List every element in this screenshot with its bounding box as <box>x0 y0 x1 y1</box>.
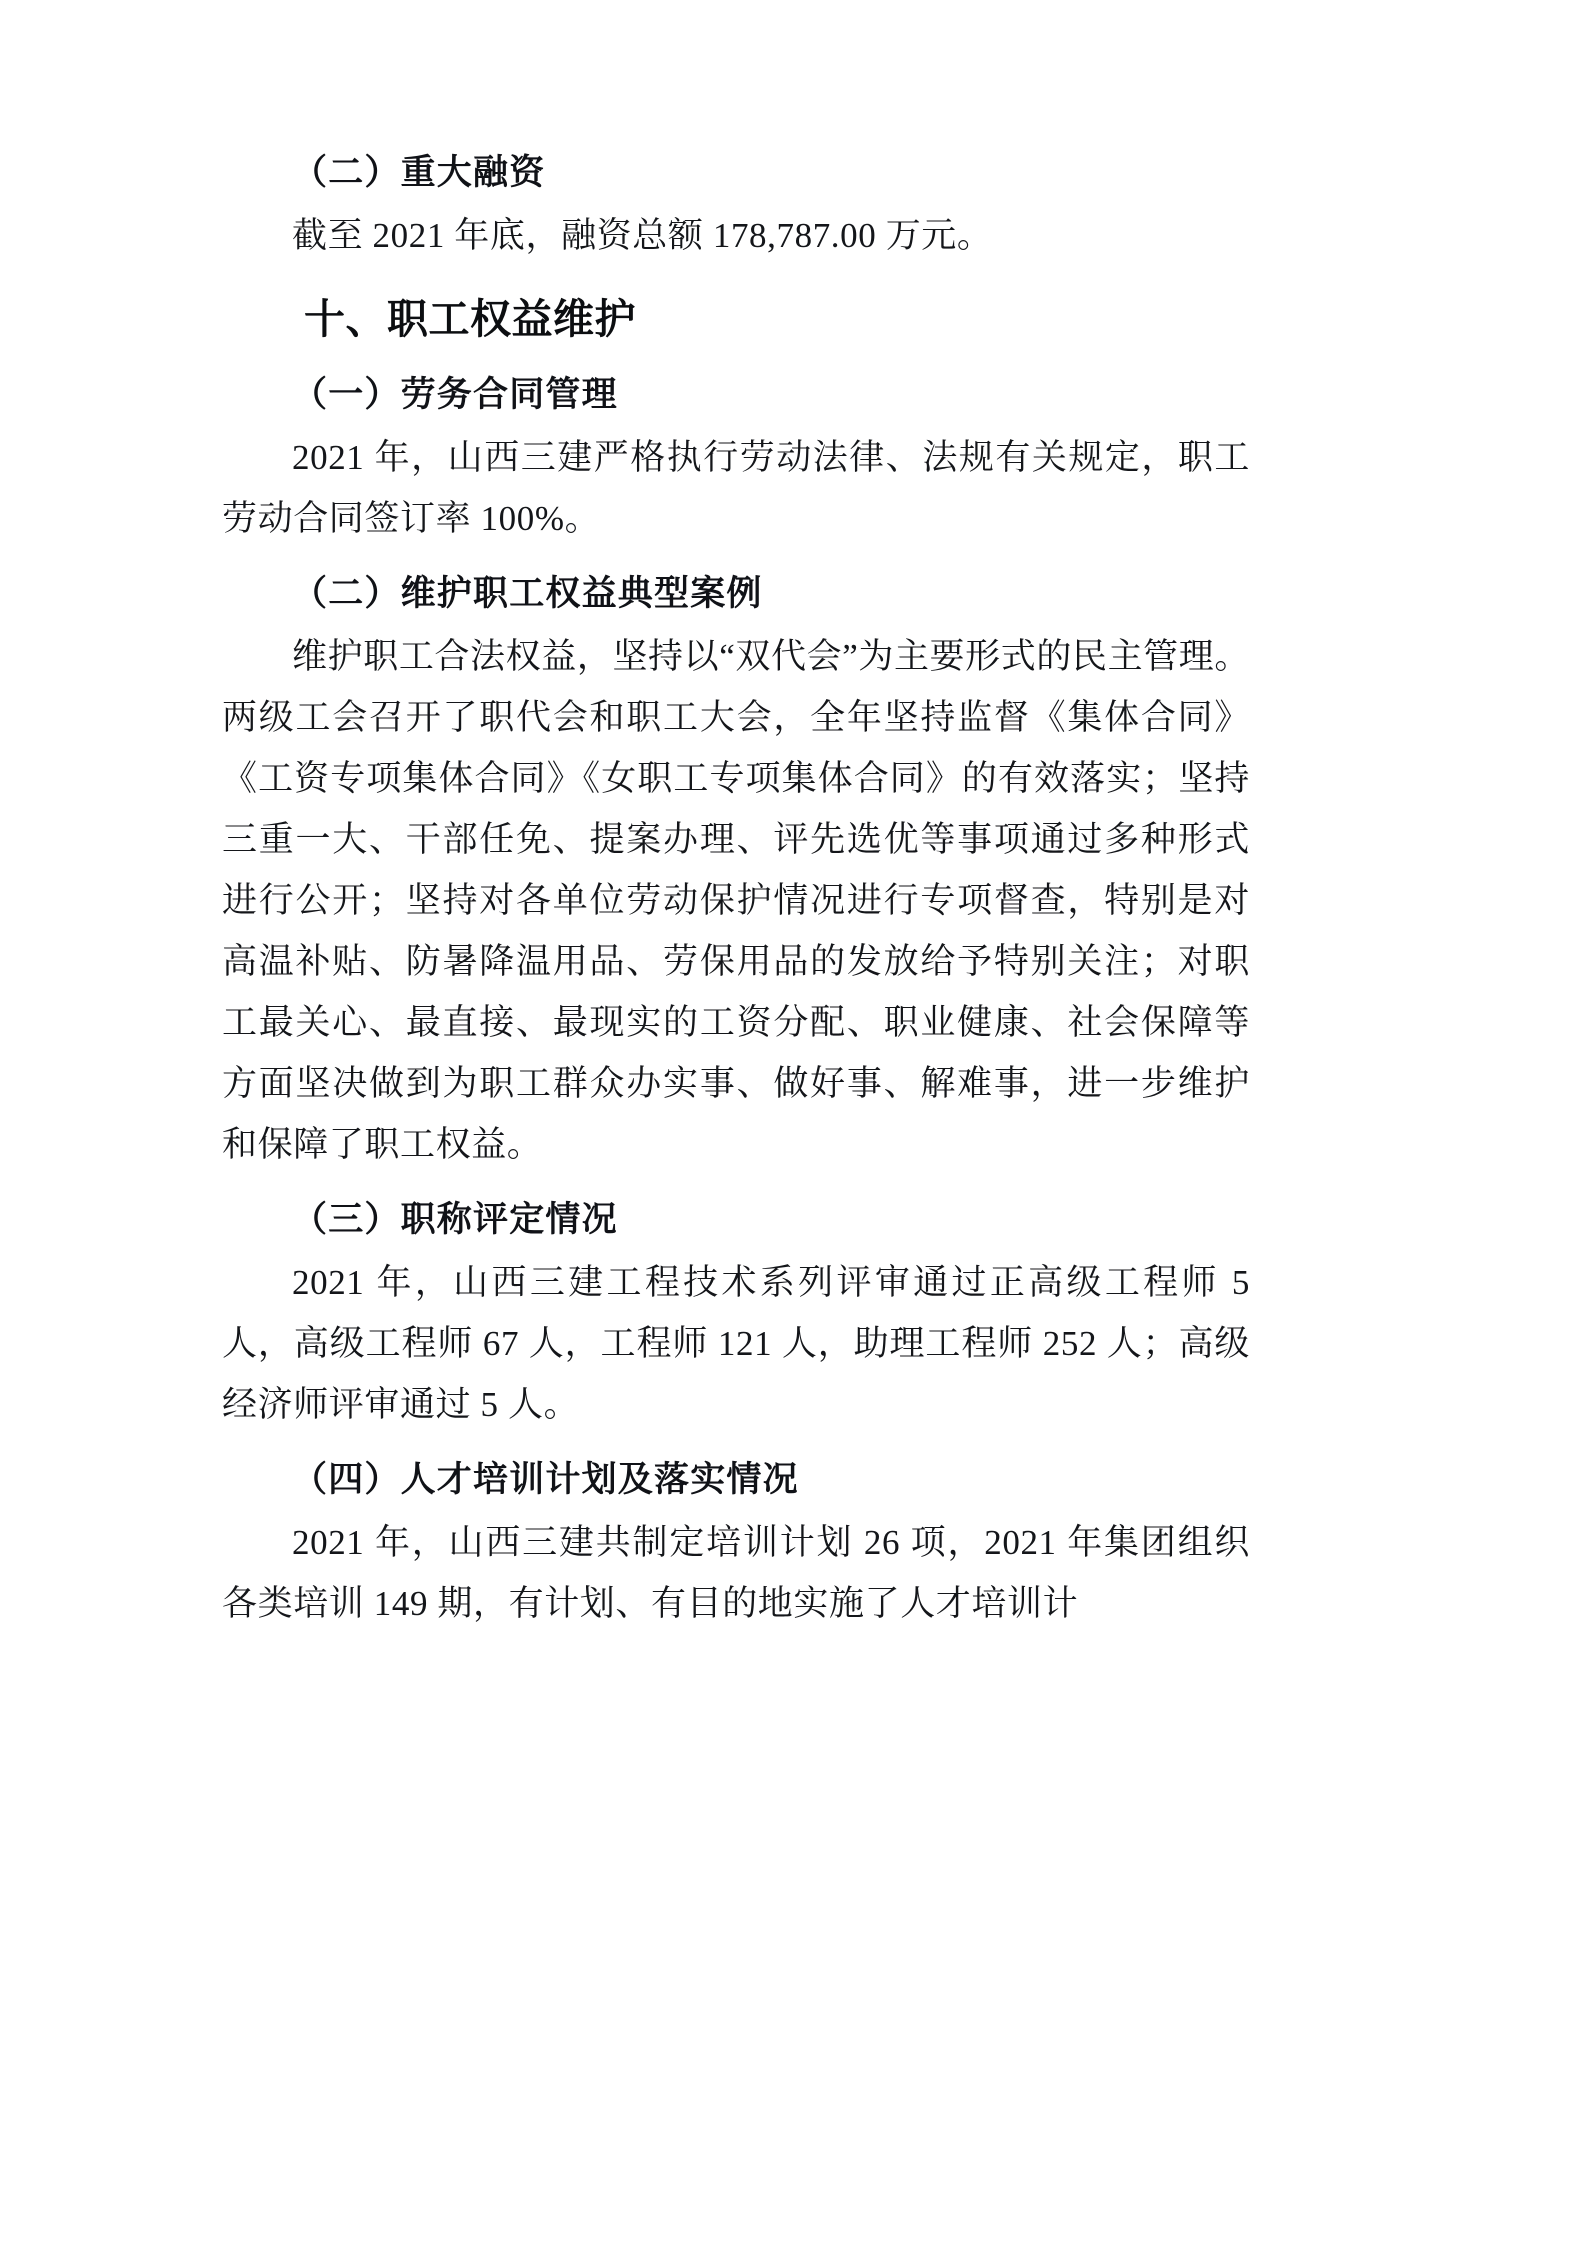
paragraph-talent-training-plan: 2021 年，山西三建共制定培训计划 26 项，2021 年集团组织各类培训 149 期，有计划、有目的地实施了人才培训计 <box>222 1523 1250 1623</box>
paragraph-financing-total: 截至 2021 年底，融资总额 178,787.00 万元。 <box>292 216 993 255</box>
heading-major-financing: （二）重大融资 <box>292 153 546 192</box>
heading-talent-training-plan: （四）人才培训计划及落实情况 <box>292 1460 799 1499</box>
paragraph-employee-rights-cases: 维护职工合法权益，坚持以“双代会”为主要形式的民主管理。两级工会召开了职代会和职工大会，全年坚持监督《集体合同》《工资专项集体合同》《女职工专项集体合同》的有效落实；坚持三重一大、干部任免、提案办理、评先选优等事项通过多种形式进行公开；坚持对各单位劳动保护情况进行专项督查，特别是对高温补贴、防暑降温用品、劳保用品的发放给予特别关注；对职工最关心、最直接、最现实的工资分配、职业健康、社会保障等方面坚决做到为职工群众办实事、做好事、解难事，进一步维护和保障了职工权益。 <box>222 637 1250 1164</box>
paragraph-title-evaluation: 2021 年，山西三建工程技术系列评审通过正高级工程师 5 人，高级工程师 67 人，工程师 121 人，助理工程师 252 人；高级经济师评审通过 5 人。 <box>222 1263 1250 1424</box>
heading-labor-contract-management: （一）劳务合同管理 <box>292 375 618 414</box>
paragraph-labor-contract-management: 2021 年，山西三建严格执行劳动法律、法规有关规定，职工劳动合同签订率 100%。 <box>222 438 1250 538</box>
heading-employee-rights-cases: （二）维护职工权益典型案例 <box>292 574 763 613</box>
heading-section-ten-employee-rights: 十、职工权益维护 <box>304 296 636 342</box>
page-content <box>222 128 1250 1636</box>
heading-title-evaluation: （三）职称评定情况 <box>292 1200 618 1239</box>
